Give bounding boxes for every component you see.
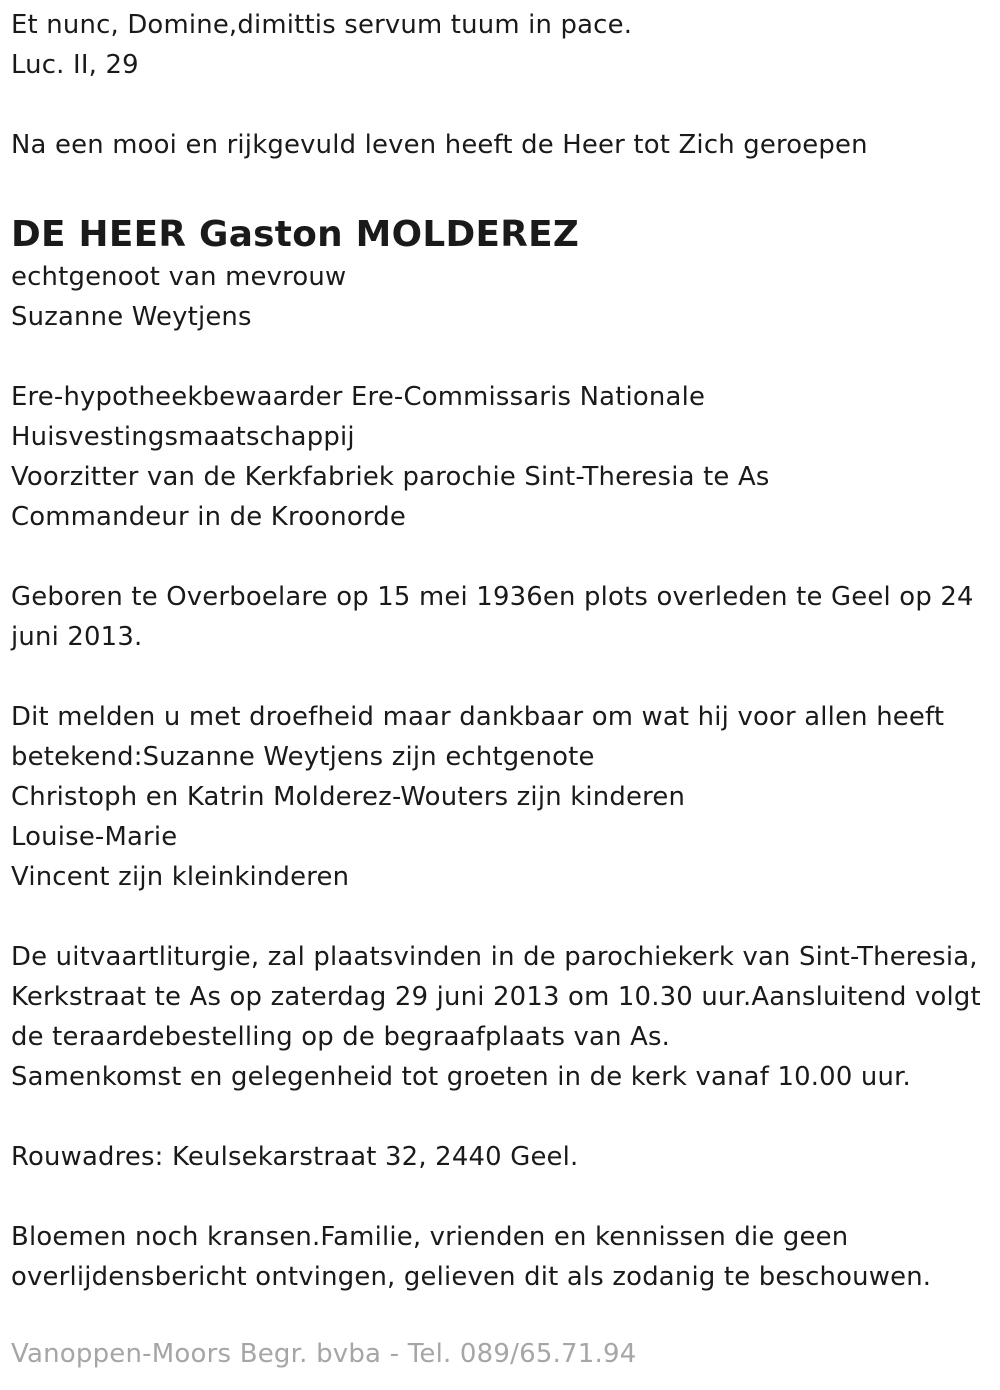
spacer xyxy=(11,1097,996,1137)
closing-line: Bloemen noch kransen.Familie, vrienden en kennissen die geen xyxy=(11,1222,849,1252)
birth-death-line: juni 2013. xyxy=(11,622,143,652)
spacer xyxy=(11,165,996,205)
spouse-name: Suzanne Weytjens xyxy=(11,302,252,332)
spacer xyxy=(11,337,996,377)
intro-text: Na een mooi en rijkgevuld leven heeft de Heer tot Zich geroepen xyxy=(11,130,868,160)
family-line: betekend:Suzanne Weytjens zijn echtgenote xyxy=(11,742,595,772)
family-line: Louise-Marie xyxy=(11,822,178,852)
spacer xyxy=(11,657,996,697)
spouse-line: echtgenoot van mevrouw xyxy=(11,262,347,292)
birth-death-line: Geboren te Overboelare op 15 mei 1936en plots overleden te Geel op 24 xyxy=(11,582,974,612)
title-line: Commandeur in de Kroonorde xyxy=(11,502,406,532)
funeral-line: De uitvaartliturgie, zal plaatsvinden in de parochiekerk van Sint-Theresia, xyxy=(11,942,978,972)
spacer xyxy=(11,897,996,937)
deceased-name: DE HEER Gaston MOLDEREZ xyxy=(11,214,580,255)
family-line: Vincent zijn kleinkinderen xyxy=(11,862,350,892)
spacer xyxy=(11,537,996,577)
funeral-home-footer: Vanoppen-Moors Begr. bvba - Tel. 089/65.71.94 xyxy=(11,1339,637,1369)
funeral-line: de teraardebestelling op de begraafplaats van As. xyxy=(11,1022,671,1052)
spacer xyxy=(11,1177,996,1217)
family-line: Christoph en Katrin Molderez-Wouters zijn kinderen xyxy=(11,782,686,812)
spacer xyxy=(11,85,996,125)
title-line: Voorzitter van de Kerkfabriek parochie Sint-Theresia te As xyxy=(11,462,770,492)
funeral-line: Samenkomst en gelegenheid tot groeten in de kerk vanaf 10.00 uur. xyxy=(11,1062,911,1092)
title-line: Ere-hypotheekbewaarder Ere-Commissaris Nationale xyxy=(11,382,706,412)
family-line: Dit melden u met droefheid maar dankbaar om wat hij voor allen heeft xyxy=(11,702,945,732)
bible-reference: Luc. II, 29 xyxy=(11,50,139,80)
mourning-address: Rouwadres: Keulsekarstraat 32, 2440 Geel. xyxy=(11,1142,579,1172)
closing-line: overlijdensbericht ontvingen, gelieven dit als zodanig te beschouwen. xyxy=(11,1262,932,1292)
death-notice xyxy=(11,5,996,1297)
bible-quote: Et nunc, Domine,dimittis servum tuum in pace. xyxy=(11,10,633,40)
funeral-line: Kerkstraat te As op zaterdag 29 juni 2013 om 10.30 uur.Aansluitend volgt xyxy=(11,982,981,1012)
title-line: Huisvestingsmaatschappij xyxy=(11,422,355,452)
